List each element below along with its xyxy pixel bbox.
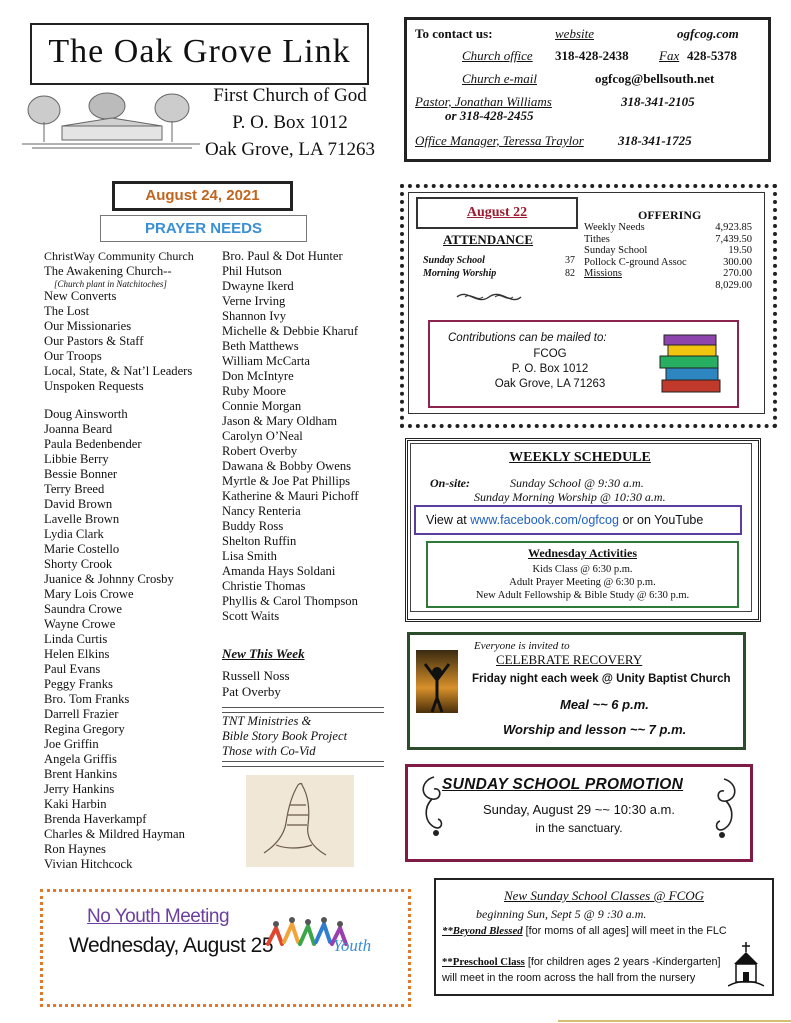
list-item: Lydia Clark [44, 527, 104, 541]
list-item: Dawana & Bobby Owens [222, 459, 352, 473]
attendance-label: Morning Worship [423, 268, 497, 279]
list-item: Bro. Paul & Dot Hunter [222, 249, 343, 263]
list-item: Jason & Mary Oldham [222, 414, 338, 428]
beyond-blessed-desc: [for moms of all ages] will meet in the FLC [522, 925, 727, 937]
list-item: Saundra Crowe [44, 602, 122, 616]
list-item: Shannon Ivy [222, 309, 287, 323]
new-classes-box [434, 878, 774, 996]
beyond-blessed-name: **Beyond Blessed [442, 925, 523, 937]
pastor-phone: 318-341-2105 [621, 94, 695, 109]
list-item: Christie Thomas [222, 579, 306, 593]
flourish-right-icon [710, 775, 744, 841]
attendance-date: August 22 [416, 197, 578, 229]
manager-label: Office Manager, Teressa Traylor [415, 133, 584, 148]
attendance-table [423, 254, 575, 280]
masthead-box [30, 23, 369, 85]
office-phone: 318-428-2438 [555, 48, 629, 63]
table-row [584, 257, 752, 269]
list-item: Local, State, & Nat’l Leaders [44, 364, 193, 378]
prayer-column-1 [44, 249, 220, 872]
list-item: Unspoken Requests [44, 379, 144, 393]
promotion-date: Sunday, August 29 ~~ 10:30 a.m. [482, 802, 675, 817]
list-item: Juanice & Johnny Crosby [44, 572, 174, 586]
contributions-address [430, 347, 670, 392]
promotion-place: in the sanctuary. [535, 821, 623, 835]
list-item: Our Missionaries [44, 319, 132, 333]
list-item: Marie Costello [44, 542, 120, 556]
preschool-location: will meet in the room across the hall from the nursery [442, 972, 696, 984]
recovery-title: CELEBRATE RECOVERY [496, 652, 643, 667]
list-item: Katherine & Mauri Pichoff [222, 489, 359, 503]
attendance-value: 37 [565, 255, 575, 266]
offering-total: 8,029.00 [715, 279, 752, 291]
website-label[interactable]: website [555, 26, 594, 41]
list-item: Our Pastors & Staff [44, 334, 144, 348]
list-item: Vivian Hitchcock [44, 857, 133, 871]
list-item: Adult Prayer Meeting @ 6:30 p.m. [509, 577, 656, 588]
attendance-value: 82 [565, 268, 575, 279]
list-item: Shorty Crook [44, 557, 113, 571]
classes-begin: beginning Sun, Sept 5 @ 9 :30 a.m. [476, 907, 647, 921]
email-value[interactable]: ogfcog@bellsouth.net [595, 71, 715, 86]
promotion-box [405, 764, 753, 862]
facebook-link[interactable]: www.facebook.com/ogfcog [470, 513, 619, 527]
list-item: Connie Morgan [222, 399, 302, 413]
sunday-school-time: Sunday School @ 9:30 a.m. [510, 476, 644, 490]
list-item: Bessie Bonner [44, 467, 118, 481]
list-item: Charles & Mildred Hayman [44, 827, 185, 841]
list-item: New Adult Fellowship & Bible Study @ 6:30 p.m. [475, 590, 690, 601]
contributions-name: FCOG [533, 348, 567, 360]
list-item: The Lost [44, 304, 90, 318]
offering-label: Sunday School [584, 245, 648, 256]
prayer-needs-heading: PRAYER NEEDS [100, 215, 307, 242]
recovery-meal: Meal ~~ 6 p.m. [560, 697, 649, 712]
list-item: Jerry Hankins [44, 782, 115, 796]
offering-label: Tithes [584, 233, 610, 245]
list-item: Paula Bedenbender [44, 437, 142, 451]
table-row [584, 245, 752, 257]
list-item: Lisa Smith [222, 549, 277, 563]
list-item: Bro. Tom Franks [44, 692, 130, 706]
praying-hands-illustration [246, 775, 354, 867]
youth-logo-word: Youth [333, 936, 372, 955]
list-item: David Brown [44, 497, 113, 511]
list-item: New Converts [44, 289, 117, 303]
list-item: Kids Class @ 6:30 p.m. [532, 564, 633, 575]
list-item: Doug Ainsworth [44, 407, 128, 421]
scroll-ornament-icon [455, 288, 523, 306]
list-item: Joanna Beard [44, 422, 113, 436]
list-item: Brenda Haverkampf [44, 812, 147, 826]
list-item: Dwayne Ikerd [222, 279, 294, 293]
list-item: Wayne Crowe [44, 617, 116, 631]
church-plant-note: [Church plant in Natchitoches] [54, 279, 167, 289]
list-item: Amanda Hays Soldani [222, 564, 336, 578]
table-row [423, 254, 575, 267]
offering-label: Weekly Needs [584, 222, 645, 233]
view-suffix: or on YouTube [622, 513, 704, 527]
list-item: Terry Breed [44, 482, 105, 496]
list-item: Ron Haynes [44, 842, 106, 856]
list-item: Russell Noss [222, 668, 290, 683]
church-city: Oak Grove, LA 71263 [205, 139, 375, 160]
offering-label: Pollock C-ground Assoc [584, 256, 687, 268]
new-this-week-heading: New This Week [222, 646, 305, 661]
recovery-invite: Everyone is invited to [474, 640, 570, 652]
list-item: The Awakening Church-- [44, 264, 172, 278]
youth-date: Wednesday, August 25 [69, 934, 274, 957]
attendance-heading: ATTENDANCE [443, 232, 534, 247]
list-item: Helen Elkins [44, 647, 110, 661]
preschool-line [442, 956, 721, 968]
pastor-alt-phone: or 318-428-2455 [445, 108, 534, 123]
table-row [584, 234, 752, 246]
office-label: Church office [462, 48, 533, 63]
church-illustration [22, 92, 200, 152]
list-item: Lavelle Brown [44, 512, 120, 526]
contributions-city: Oak Grove, LA 71263 [494, 378, 606, 390]
offering-heading: OFFERING [638, 208, 702, 222]
worship-time: Sunday Morning Worship @ 10:30 a.m. [474, 490, 666, 504]
list-item: Verne Irving [222, 294, 286, 308]
offering-value: 19.50 [728, 245, 752, 256]
extra-prayer-items [222, 714, 392, 759]
offering-value: 4,923.85 [715, 222, 752, 233]
list-item: Paul Evans [44, 662, 101, 676]
email-label: Church e-mail [462, 71, 537, 86]
list-item: Bible Story Book Project [222, 729, 348, 743]
contact-box [404, 17, 771, 162]
fax-number: 428-5378 [687, 48, 737, 63]
contributions-title: Contributions can be mailed to: [448, 332, 607, 344]
preschool-desc: [for children ages 2 years -Kindergarten] [524, 956, 721, 968]
offering-value: 7,439.50 [715, 233, 752, 245]
contributions-box [428, 320, 739, 408]
table-row [584, 222, 752, 234]
table-row [423, 267, 575, 280]
classes-title: New Sunday School Classes @ FCOG [503, 888, 705, 903]
pastor-label: Pastor, Jonathan Williams [415, 94, 552, 109]
offering-label: Missions [584, 268, 622, 279]
preschool-name: **Preschool Class [442, 956, 525, 968]
offering-value: 300.00 [723, 256, 752, 268]
list-item: TNT Ministries & [222, 714, 312, 728]
new-this-week-section [222, 646, 392, 700]
church-name: First Church of God [213, 85, 367, 106]
onsite-label: On-site: [430, 476, 470, 490]
list-item: Brent Hankins [44, 767, 118, 781]
list-item: Don McIntyre [222, 369, 294, 383]
list-item: Darrell Frazier [44, 707, 119, 721]
no-youth-meeting: No Youth Meeting [87, 906, 230, 927]
chapel-icon [728, 942, 764, 988]
list-item: Peggy Franks [44, 677, 113, 691]
list-item: Shelton Ruffin [222, 534, 297, 548]
list-item: Robert Overby [222, 444, 298, 458]
church-address [190, 82, 390, 163]
wednesday-heading: Wednesday Activities [527, 546, 637, 560]
list-item: Our Troops [44, 349, 102, 363]
books-icon [656, 332, 726, 396]
list-item: Beth Matthews [222, 339, 299, 353]
youth-box [40, 889, 411, 1007]
list-item: Nancy Renteria [222, 504, 301, 518]
contact-heading: To contact us: [415, 26, 493, 41]
table-row [584, 268, 752, 280]
divider [222, 761, 384, 767]
list-item: Pat Overby [222, 684, 281, 699]
recovery-location: Friday night each week @ Unity Baptist Church [472, 673, 731, 685]
view-prefix: View at [426, 513, 467, 527]
schedule-heading: WEEKLY SCHEDULE [509, 450, 651, 465]
church-po-box: P. O. Box 1012 [232, 112, 348, 133]
contributions-box-number: P. O. Box 1012 [511, 363, 589, 375]
list-item: Libbie Berry [44, 452, 109, 466]
celebrate-recovery-box [407, 632, 746, 750]
list-item: Phyllis & Carol Thompson [222, 594, 358, 608]
list-item: Kaki Harbin [44, 797, 107, 811]
list-item: Linda Curtis [44, 632, 108, 646]
view-online-box [414, 505, 742, 535]
list-item: Regina Gregory [44, 722, 125, 736]
offering-total-row [584, 280, 752, 292]
list-item: Joe Griffin [44, 737, 99, 751]
list-item: Scott Waits [222, 609, 280, 623]
promotion-title: SUNDAY SCHOOL PROMOTION [442, 776, 684, 793]
offering-table [584, 222, 752, 291]
attendance-label: Sunday School [423, 255, 485, 266]
list-item: Angela Griffis [44, 752, 117, 766]
recovery-worship: Worship and lesson ~~ 7 p.m. [503, 722, 687, 737]
list-item: Those with Co-Vid [222, 744, 316, 758]
list-item: Mary Lois Crowe [44, 587, 134, 601]
wednesday-activities-box [426, 541, 739, 608]
list-item: Buddy Ross [222, 519, 284, 533]
list-item: Ruby Moore [222, 384, 287, 398]
divider [558, 1020, 791, 1022]
list-item: Carolyn O’Neal [222, 429, 303, 443]
website-value[interactable]: ogfcog.com [677, 26, 739, 41]
offering-value: 270.00 [723, 268, 752, 279]
prayer-column-2 [222, 249, 392, 624]
manager-phone: 318-341-1725 [618, 133, 692, 148]
newsletter-title: The Oak Grove Link [48, 33, 351, 70]
list-item: Michelle & Debbie Kharuf [222, 324, 359, 338]
list-item: ChristWay Community Church [44, 249, 194, 263]
divider [222, 707, 384, 713]
list-item: William McCarta [222, 354, 310, 368]
fax-label: Fax [659, 48, 680, 63]
worship-figure-icon [416, 650, 458, 713]
list-item: Myrtle & Joe Pat Phillips [222, 474, 351, 488]
list-item: Phil Hutson [222, 264, 282, 278]
issue-date: August 24, 2021 [112, 181, 293, 211]
beyond-blessed-line [442, 925, 727, 937]
